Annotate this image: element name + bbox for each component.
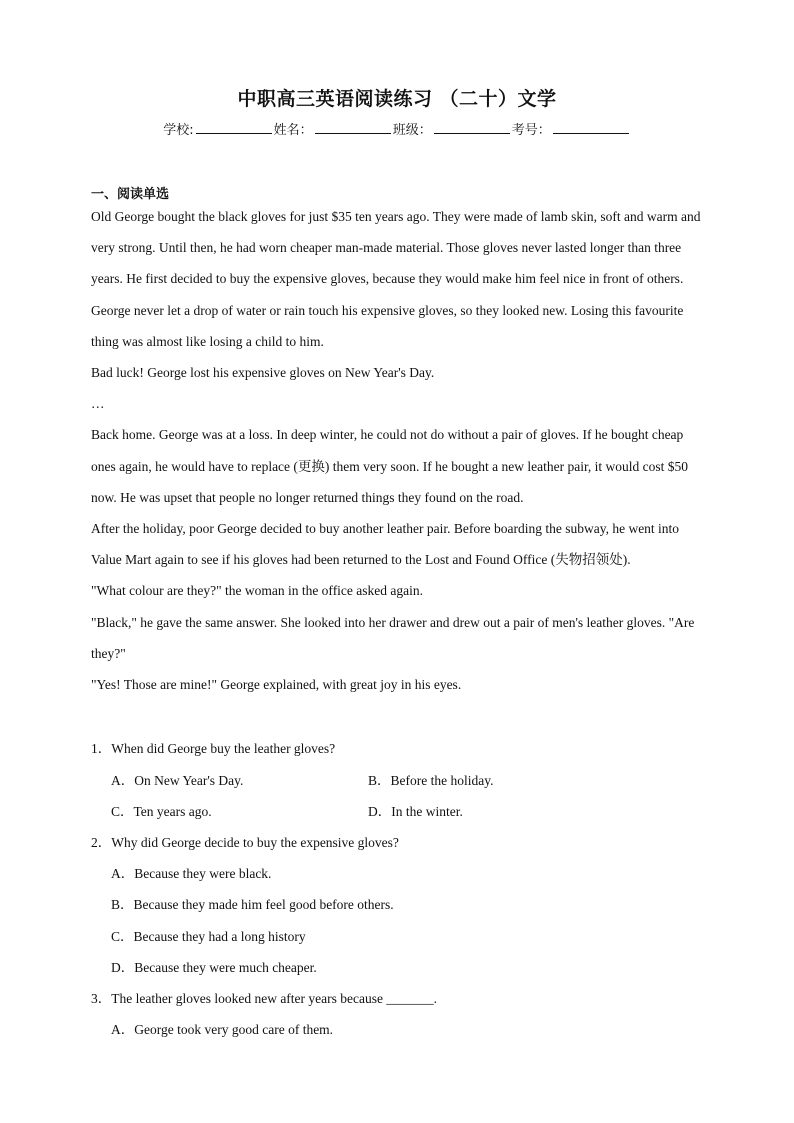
question-2-stem: 2．Why did George decide to buy the expensive gloves? — [91, 835, 399, 850]
question-1-option-d[interactable]: D．In the winter. — [368, 804, 463, 819]
name-label: 姓名： — [273, 123, 313, 138]
question-3-stem: 3．The leather gloves looked new after years because _______. — [91, 991, 437, 1006]
question-1-option-a[interactable]: A．On New Year's Day. — [111, 773, 244, 788]
passage-paragraph: "What colour are they?" the woman in the office asked again. — [91, 583, 424, 599]
passage-paragraph: "Yes! Those are mine!" George explained, with great joy in his eyes. — [91, 677, 462, 693]
class-blank[interactable] — [434, 121, 510, 134]
page-title: 中职高三英语阅读练习 （二十）文学 — [237, 88, 557, 110]
name-blank[interactable] — [315, 121, 391, 134]
question-2-option-c[interactable]: C．Because they had a long history — [111, 929, 306, 944]
passage-paragraph: Bad luck! George lost his expensive gloves on New Year's Day. — [91, 365, 435, 381]
question-2-option-b[interactable]: B．Because they made him feel good before others. — [111, 897, 394, 912]
passage-paragraph: "Black," he gave the same answer. She looked into her drawer and drew out a pair of men's leather gloves. "Are they?" — [91, 614, 695, 661]
question-2-option-a[interactable]: A．Because they were black. — [111, 866, 272, 881]
passage-paragraph: Back home. George was at a loss. In deep winter, he could not do without a pair of gloves. If he bought cheap ones again, he would have to replace (更换) them very soon. If he bought a new leather pair, it would cost $50 now. He was upset that people no longer returned things they found on the road. — [91, 427, 689, 505]
passage-paragraph: George never let a drop of water or rain touch his expensive gloves, so they looked new. Losing this favourite thing was almost like losing a child to him. — [91, 302, 684, 349]
exam-number-blank[interactable] — [553, 121, 629, 134]
exam-number-label: 考号： — [511, 123, 551, 138]
reading-passage — [91, 201, 706, 700]
school-label: 学校: — [163, 123, 194, 138]
student-info-line — [0, 119, 794, 138]
school-blank[interactable] — [196, 121, 272, 134]
question-3-option-a[interactable]: A．George took very good care of them. — [111, 1022, 334, 1037]
passage-paragraph: After the holiday, poor George decided to buy another leather pair. Before boarding the subway, he went into Value Mart again to see if his gloves had been returned to the Lost and Found Office (失物招领处). — [91, 521, 680, 568]
class-label: 班级： — [392, 123, 432, 138]
section-title: 一、阅读单选 — [91, 187, 170, 202]
question-1-option-b[interactable]: B．Before the holiday. — [368, 773, 494, 788]
question-1-option-c[interactable]: C．Ten years ago. — [111, 804, 212, 819]
question-1-stem: 1．When did George buy the leather gloves? — [91, 741, 336, 756]
question-2-option-d[interactable]: D．Because they were much cheaper. — [111, 960, 317, 975]
passage-ellipsis: … — [91, 396, 105, 412]
passage-paragraph: Old George bought the black gloves for just $35 ten years ago. They were made of lamb skin, soft and warm and very strong. Until then, he had worn cheaper man-made material. Those gloves never lasted longer than three years. He first decided to buy the expensive gloves, because they would make him feel nice in front of others. — [91, 209, 701, 287]
